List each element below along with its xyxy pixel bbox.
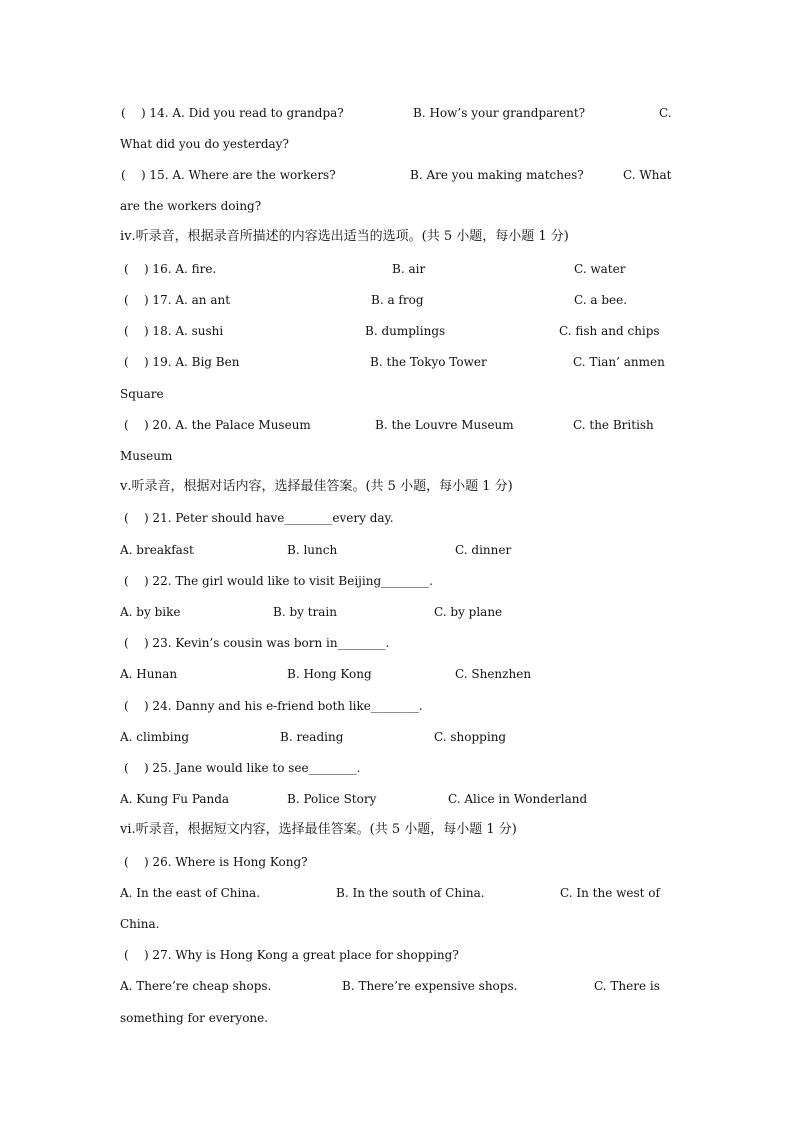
- question-22-prompt: ( ) 22. The girl would like to visit Beijing________.: [124, 574, 433, 588]
- section-5-heading-text: ⅴ.听录音，根据对话内容，选择最佳答案。(共 5 小题，每小题 1 分): [120, 479, 513, 494]
- question-24-option-a: A. climbing: [120, 730, 189, 744]
- question-21: [0, 508, 394, 528]
- question-18: [0, 321, 660, 341]
- question-20-prompt: ( ) 20. A. the Palace Museum: [124, 418, 311, 432]
- question-26: [0, 852, 308, 872]
- question-23-option-b: B. Hong Kong: [287, 667, 372, 681]
- question-24-options: [0, 727, 507, 747]
- question-19: [0, 352, 665, 372]
- question-20-option-c-text: Museum: [120, 449, 173, 463]
- question-20-continuation: [0, 446, 173, 466]
- question-24-option-c: C. shopping: [434, 730, 507, 744]
- question-24-option-b: B. reading: [280, 730, 344, 744]
- question-15-option-c-text: are the workers doing?: [120, 199, 262, 213]
- question-16: [0, 259, 626, 279]
- question-23-prompt: ( ) 23. Kevin’s cousin was born in________.: [124, 636, 390, 650]
- question-18-option-c: C. fish and chips: [559, 324, 660, 338]
- section-4-heading-text: ⅳ.听录音，根据录音所描述的内容选出适当的选项。(共 5 小题，每小题 1 分): [120, 229, 569, 244]
- question-15-continuation: [0, 196, 262, 216]
- question-26-option-c-text: China.: [120, 917, 160, 931]
- question-15-option-b: B. Are you making matches?: [410, 168, 584, 182]
- question-26-option-c: C. In the west of: [560, 886, 660, 900]
- question-27-option-b: B. There’re expensive shops.: [342, 979, 518, 993]
- question-25-prompt: ( ) 25. Jane would like to see________.: [124, 761, 361, 775]
- question-26-option-a: A. In the east of China.: [120, 886, 261, 900]
- question-21-option-b: B. lunch: [287, 543, 338, 557]
- question-14: [0, 103, 672, 123]
- question-26-option-b: B. In the south of China.: [336, 886, 485, 900]
- question-17: [0, 290, 628, 310]
- question-26-options: [0, 883, 660, 903]
- question-23-option-a: A. Hunan: [120, 667, 178, 681]
- section-5-heading: [0, 477, 513, 497]
- question-25-option-b: B. Police Story: [287, 792, 377, 806]
- question-23-options: [0, 664, 532, 684]
- question-23: [0, 633, 390, 653]
- question-22-option-a: A. by bike: [120, 605, 181, 619]
- question-27-option-a: A. There’re cheap shops.: [120, 979, 272, 993]
- question-21-prompt: ( ) 21. Peter should have________every day.: [124, 511, 394, 525]
- question-23-option-c: C. Shenzhen: [455, 667, 532, 681]
- question-19-option-c-text: Square: [120, 387, 164, 401]
- question-25-options: [0, 789, 588, 809]
- question-17-option-c: C. a bee.: [574, 293, 628, 307]
- question-21-option-a: A. breakfast: [120, 543, 194, 557]
- question-20-option-c: C. the British: [573, 418, 654, 432]
- section-6-heading: [0, 820, 517, 840]
- question-27-prompt: ( ) 27. Why is Hong Kong a great place for shopping?: [124, 948, 459, 962]
- question-19-option-b: B. the Tokyo Tower: [370, 355, 487, 369]
- question-14-option-c: C.: [659, 106, 672, 120]
- question-25-option-c: C. Alice in Wonderland: [448, 792, 588, 806]
- question-19-option-c: C. Tian’ anmen: [573, 355, 665, 369]
- question-27-option-c: C. There is: [594, 979, 660, 993]
- question-27: [0, 945, 459, 965]
- question-27-options: [0, 976, 660, 996]
- question-25-option-a: A. Kung Fu Panda: [120, 792, 230, 806]
- question-20-option-b: B. the Louvre Museum: [375, 418, 514, 432]
- section-6-heading-text: ⅵ.听录音，根据短文内容，选择最佳答案。(共 5 小题，每小题 1 分): [120, 822, 517, 837]
- question-22-options: [0, 602, 503, 622]
- question-25: [0, 758, 361, 778]
- question-22-option-c: C. by plane: [434, 605, 503, 619]
- question-21-options: [0, 540, 512, 560]
- question-14-option-c-text: What did you do yesterday?: [120, 137, 289, 151]
- question-14-continuation: [0, 134, 289, 154]
- question-15-prompt: ( ) 15. A. Where are the workers?: [121, 168, 336, 182]
- section-4-heading: [0, 227, 569, 247]
- question-19-prompt: ( ) 19. A. Big Ben: [124, 355, 240, 369]
- question-24-prompt: ( ) 24. Danny and his e-friend both like________.: [124, 699, 423, 713]
- question-26-prompt: ( ) 26. Where is Hong Kong?: [124, 855, 308, 869]
- question-22: [0, 571, 433, 591]
- question-21-option-c: C. dinner: [455, 543, 512, 557]
- question-16-option-b: B. air: [392, 262, 426, 276]
- question-19-continuation: [0, 384, 164, 404]
- question-15: [0, 165, 672, 185]
- question-17-prompt: ( ) 17. A. an ant: [124, 293, 231, 307]
- question-15-option-c: C. What: [623, 168, 672, 182]
- question-14-option-b: B. How’s your grandparent?: [413, 106, 586, 120]
- question-16-prompt: ( ) 16. A. fire.: [124, 262, 217, 276]
- question-17-option-b: B. a frog: [371, 293, 424, 307]
- question-22-option-b: B. by train: [273, 605, 338, 619]
- question-20: [0, 415, 654, 435]
- question-26-continuation: [0, 914, 160, 934]
- question-27-continuation: [0, 1008, 269, 1028]
- question-18-option-b: B. dumplings: [365, 324, 446, 338]
- question-24: [0, 696, 423, 716]
- question-16-option-c: C. water: [574, 262, 626, 276]
- question-18-prompt: ( ) 18. A. sushi: [124, 324, 224, 338]
- question-27-option-c-text: something for everyone.: [120, 1011, 269, 1025]
- question-14-prompt: ( ) 14. A. Did you read to grandpa?: [121, 106, 344, 120]
